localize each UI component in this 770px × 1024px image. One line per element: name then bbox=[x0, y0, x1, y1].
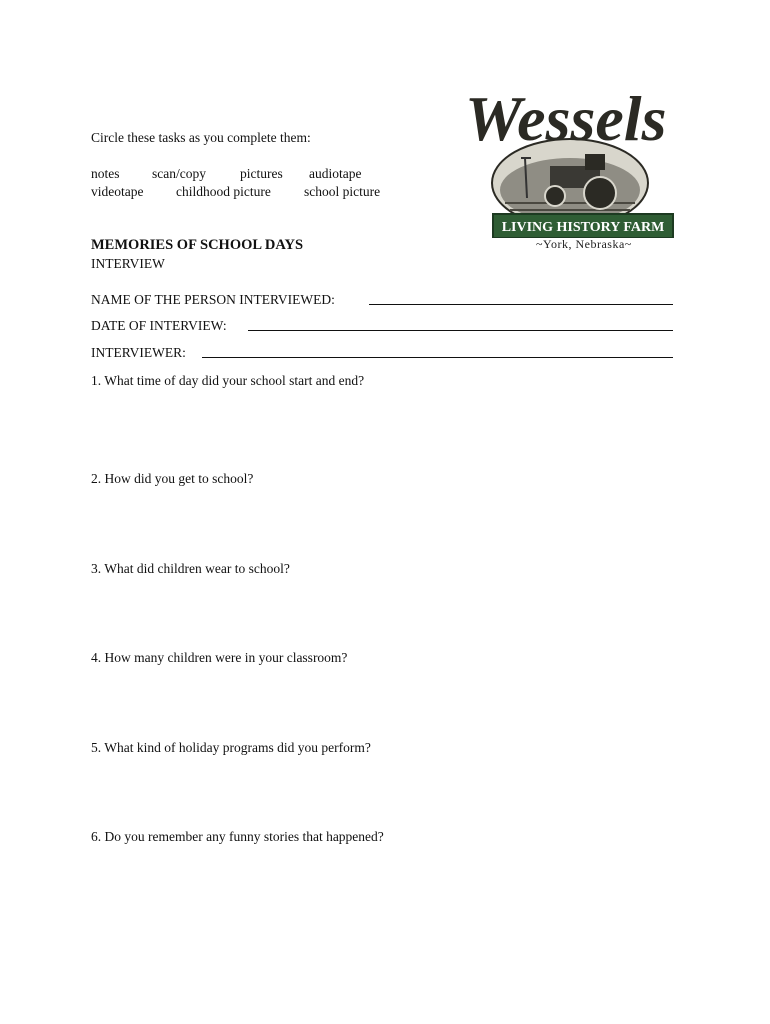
question-5: 5. What kind of holiday programs did you perform? bbox=[91, 740, 371, 755]
task-videotape[interactable]: videotape bbox=[91, 184, 144, 199]
field-line-person[interactable] bbox=[369, 304, 673, 305]
task-audiotape[interactable]: audiotape bbox=[309, 166, 362, 181]
field-label-interviewer: INTERVIEWER: bbox=[91, 345, 186, 360]
question-3: 3. What did children wear to school? bbox=[91, 561, 290, 576]
task-scan-copy[interactable]: scan/copy bbox=[152, 166, 206, 181]
task-childhood-picture[interactable]: childhood picture bbox=[176, 184, 271, 199]
page-title: MEMORIES OF SCHOOL DAYS bbox=[91, 237, 304, 253]
logo-wordmark: Wessels bbox=[465, 83, 667, 154]
question-4: 4. How many children were in your classroom? bbox=[91, 650, 348, 665]
page-subtitle: INTERVIEW bbox=[91, 256, 165, 271]
question-2: 2. How did you get to school? bbox=[91, 471, 254, 486]
field-line-interviewer[interactable] bbox=[202, 357, 673, 358]
task-pictures[interactable]: pictures bbox=[240, 166, 283, 181]
task-school-picture[interactable]: school picture bbox=[304, 184, 381, 199]
logo-graphic bbox=[455, 78, 685, 238]
wessels-farm-logo bbox=[455, 78, 685, 258]
field-label-person: NAME OF THE PERSON INTERVIEWED: bbox=[91, 292, 335, 307]
field-label-date: DATE OF INTERVIEW: bbox=[91, 318, 227, 333]
logo-location: ~York, Nebraska~ bbox=[536, 237, 632, 251]
field-line-date[interactable] bbox=[248, 330, 673, 331]
question-6: 6. Do you remember any funny stories that happened? bbox=[91, 829, 384, 844]
instructions-text: Circle these tasks as you complete them: bbox=[91, 130, 311, 145]
task-notes[interactable]: notes bbox=[91, 166, 120, 181]
question-1: 1. What time of day did your school start and end? bbox=[91, 373, 365, 388]
logo-banner: LIVING HISTORY FARM bbox=[501, 220, 665, 235]
